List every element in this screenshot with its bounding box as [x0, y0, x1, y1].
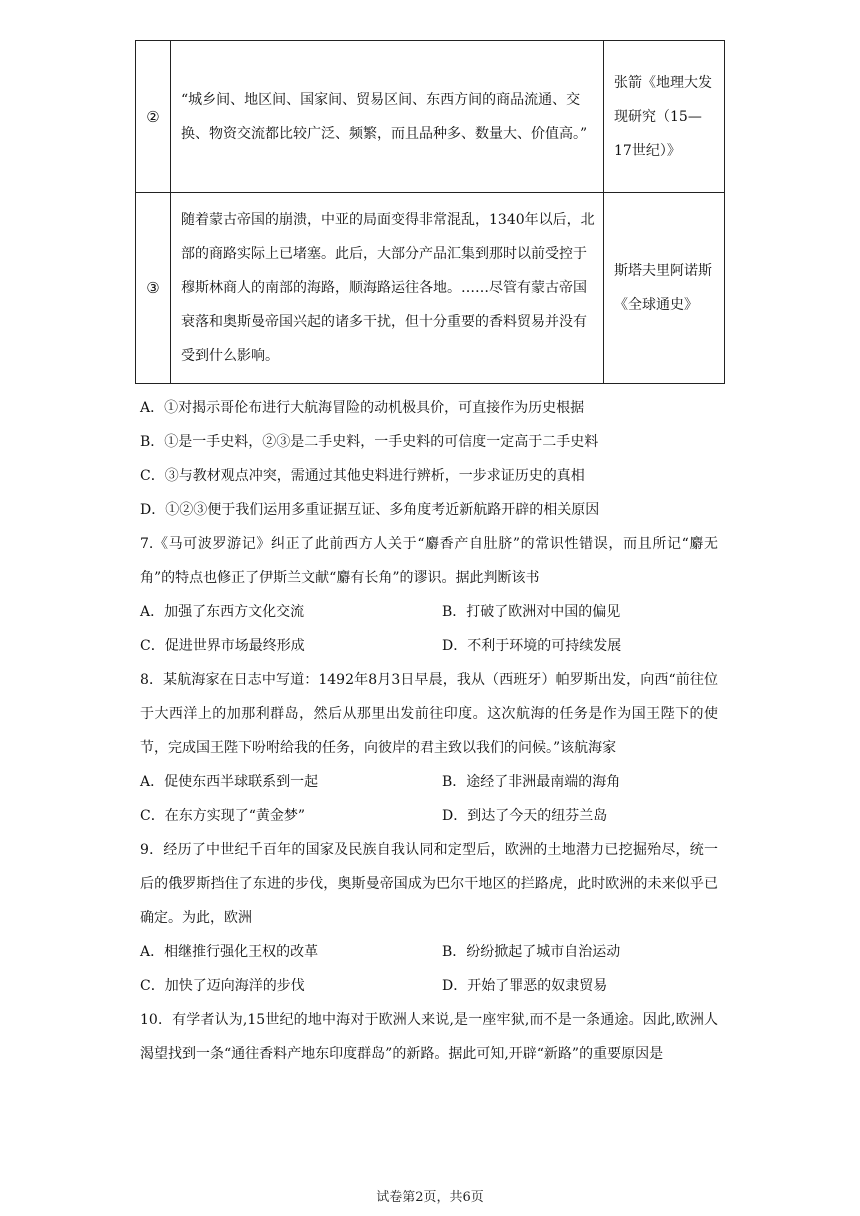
q6-option-b: B．①是一手史料，②③是二手史料，一手史料的可信度一定高于二手史料 [140, 434, 599, 450]
q8-options-row-2 [140, 799, 718, 833]
source-excerpt: 随着蒙古帝国的崩溃，中亚的局面变得非常混乱，1340年以后，北部的商路实际上已堵塞。此后，大部分产品汇集到那时以前受控于穆斯林商人的南部的海路，顺海路运往各地。……尽管有蒙古帝国衰落和奥斯曼帝国兴起的诸多干扰，但十分重要的香料贸易并没有受到什么影响。 [171, 193, 604, 384]
q8-option-d: D．到达了今天的纽芬兰岛 [442, 808, 608, 824]
row-number: ② [136, 41, 171, 193]
q6-option-c: C．③与教材观点冲突，需通过其他史料进行辨析，一步求证历史的真相 [140, 468, 585, 484]
row-number: ③ [136, 193, 171, 384]
q9-option-a: A．相继推行强化王权的改革 [140, 944, 319, 960]
source-citation: 斯塔夫里阿诺斯《全球通史》 [604, 193, 725, 384]
table-row [136, 41, 725, 193]
q8-options-row-1 [140, 765, 718, 799]
source-citation: 张箭《地理大发现研究（15—17世纪）》 [604, 41, 725, 193]
q9-option-c: C．加快了迈向海洋的步伐 [140, 978, 305, 994]
q7-options-row-1 [140, 595, 718, 629]
q7-option-a: A．加强了东西方文化交流 [140, 604, 305, 620]
q7-stem: 7.《马可波罗游记》纠正了此前西方人关于“麝香产自肚脐”的常识性错误，而且所记“麝无角”的特点也修正了伊斯兰文献“麝有长角”的谬识。据此判断该书 [140, 536, 718, 586]
q9-option-b: B．纷纷掀起了城市自治运动 [442, 944, 621, 960]
q6-option-a: A．①对揭示哥伦布进行大航海冒险的动机极具价，可直接作为历史根据 [140, 400, 585, 416]
page-footer: 试卷第2页，共6页 [376, 1190, 484, 1205]
questions-body [140, 391, 718, 1071]
q7-option-d: D．不利于环境的可持续发展 [442, 638, 622, 654]
q7-option-b: B．打破了欧洲对中国的偏见 [442, 604, 621, 620]
q8-option-c: C．在东方实现了“黄金梦” [140, 808, 306, 824]
q7-options-row-2 [140, 629, 718, 663]
source-table [135, 40, 725, 384]
q6-option-d: D．①②③便于我们运用多重证据互证、多角度考近新航路开辟的相关原因 [140, 502, 600, 518]
q9-stem: 9．经历了中世纪千百年的国家及民族自我认同和定型后，欧洲的土地潜力已挖掘殆尽，统一后的俄罗斯挡住了东进的步伐，奥斯曼帝国成为巴尔干地区的拦路虎，此时欧洲的未来似乎已确定。为此，欧洲 [140, 842, 718, 926]
q8-option-a: A．促使东西半球联系到一起 [140, 774, 319, 790]
q10-stem: 10．有学者认为,15世纪的地中海对于欧洲人来说,是一座牢狱,而不是一条通途。因此,欧洲人渴望找到一条“通往香料产地东印度群岛”的新路。据此可知,开辟“新路”的重要原因是 [140, 1012, 718, 1062]
q8-stem: 8．某航海家在日志中写道：1492年8月3日早晨，我从（西班牙）帕罗斯出发，向西“前往位于大西洋上的加那利群岛，然后从那里出发前往印度。这次航海的任务是作为国王陛下的使节，完成国王陛下吩咐给我的任务，向彼岸的君主致以我们的问候。”该航海家 [140, 672, 718, 756]
q9-option-d: D．开始了罪恶的奴隶贸易 [442, 978, 608, 994]
table-row [136, 193, 725, 384]
q8-option-b: B．途经了非洲最南端的海角 [442, 774, 621, 790]
q9-options-row-1 [140, 935, 718, 969]
source-excerpt: “城乡间、地区间、国家间、贸易区间、东西方间的商品流通、交换、物资交流都比较广泛、频繁，而且品种多、数量大、价值高。” [171, 41, 604, 193]
q7-option-c: C．促进世界市场最终形成 [140, 638, 305, 654]
q9-options-row-2 [140, 969, 718, 1003]
